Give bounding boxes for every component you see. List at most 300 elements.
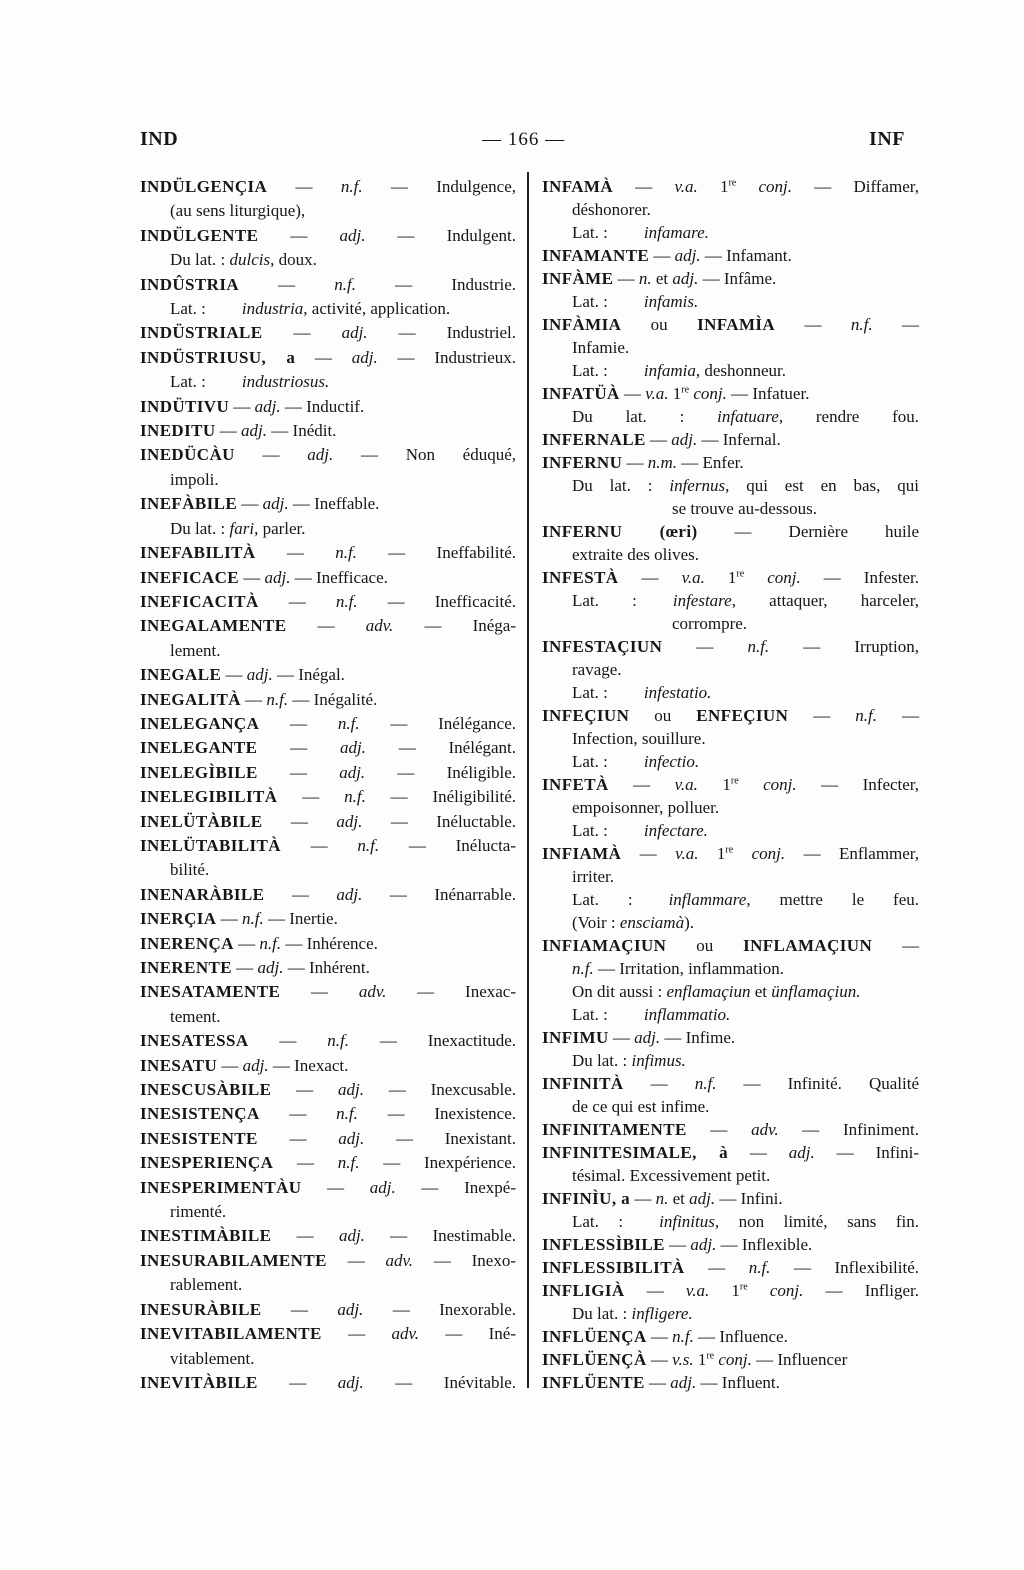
headword: INFINITESIMALE, à <box>542 1143 728 1162</box>
dictionary-entry <box>542 1118 919 1141</box>
entry-line <box>140 761 516 785</box>
entry-line <box>140 321 516 345</box>
text-segment: — <box>357 591 435 611</box>
headword: INFLÜENÇA <box>542 1327 647 1346</box>
headword: INEGALAMENTE <box>140 616 287 636</box>
text-segment: Inhérent. <box>309 958 370 977</box>
entry-line <box>542 405 919 428</box>
text-segment: adj. <box>341 323 368 343</box>
text-segment: bilité. <box>170 860 210 880</box>
text-segment: Influent. <box>721 1373 780 1392</box>
entry-line <box>542 1279 919 1302</box>
text-segment: — <box>716 1235 742 1254</box>
text-segment: Inéga- <box>472 616 516 636</box>
entry-line <box>140 688 516 712</box>
text-segment: — <box>618 568 682 587</box>
text-segment: Infime. <box>685 1028 736 1047</box>
headword: INDÜSTRIUSU, a <box>140 347 296 367</box>
entry-line <box>140 1151 516 1175</box>
headword: INFIAMAÇIUN <box>542 936 667 955</box>
text-segment: lement. <box>170 640 221 660</box>
text-segment: adv. <box>385 1250 413 1270</box>
text-segment: — <box>283 958 309 977</box>
text-segment: Inexpérience. <box>423 1153 517 1173</box>
text-segment: — <box>357 1104 435 1124</box>
entry-line <box>542 1233 919 1256</box>
entry-line <box>542 359 919 382</box>
text-segment: adj. <box>257 958 284 977</box>
text-segment: Inéligible. <box>446 762 517 782</box>
text-segment: n.f. <box>340 177 363 196</box>
text-segment: Infini. <box>740 1189 783 1208</box>
headword: INERENTE <box>140 958 233 977</box>
headword: INEDÜCÀU <box>140 445 235 465</box>
headword: INFAMANTE <box>542 246 650 265</box>
text-segment: Infliger. <box>864 1281 919 1300</box>
text-segment: adj. <box>670 1373 697 1392</box>
dictionary-entry <box>140 712 516 736</box>
headword: INFINÌU, a <box>542 1189 631 1208</box>
text-segment: — <box>700 246 727 265</box>
text-segment: Du lat. : <box>572 1051 632 1070</box>
entry-line <box>140 663 516 687</box>
entry-line <box>542 1095 919 1118</box>
text-segment: n.f. <box>241 909 264 929</box>
text-segment <box>733 844 751 863</box>
dictionary-entry <box>140 761 516 785</box>
text-segment: — <box>664 1235 691 1254</box>
text-segment: — <box>778 1120 843 1139</box>
text-segment: — <box>613 269 639 288</box>
text-segment: adj. <box>689 1189 716 1208</box>
text-segment: adj. <box>672 269 699 288</box>
text-segment: — <box>272 665 299 685</box>
text-segment: — <box>649 246 675 265</box>
text-segment: — <box>395 1177 465 1197</box>
entry-line <box>140 1176 516 1200</box>
entry-line <box>542 957 919 980</box>
entry-line <box>542 382 919 405</box>
text-segment: Inestimable. <box>432 1226 517 1246</box>
dictionary-entry <box>140 1151 516 1175</box>
text-segment: — <box>693 1327 720 1346</box>
text-segment: conj. <box>767 568 801 587</box>
text-segment: adj. <box>351 347 378 367</box>
text-segment: Inélucta- <box>455 835 517 855</box>
text-segment: adj. <box>690 1235 717 1254</box>
text-segment <box>748 1281 770 1300</box>
text-segment: Inexistant. <box>444 1128 517 1148</box>
dictionary-entry <box>140 1102 516 1126</box>
entry-line <box>140 1224 516 1248</box>
dictionary-entry <box>140 932 516 956</box>
dictionary-entry <box>542 635 919 704</box>
headword: INFESTAÇIUN <box>542 637 663 656</box>
text-segment: — <box>321 1324 392 1344</box>
text-segment: adj. <box>369 1177 396 1197</box>
text-segment: 1 <box>668 384 682 403</box>
headword: INFLAMAÇIUN <box>743 936 873 955</box>
text-segment: Indulgent. <box>446 225 517 245</box>
text-segment: n.f. <box>259 933 282 953</box>
text-segment: — <box>716 1074 788 1093</box>
headword: INFLESSÌBILE <box>542 1235 665 1254</box>
entry-line <box>140 1102 516 1126</box>
text-segment: adv. <box>358 982 387 1002</box>
text-segment: — <box>418 1324 489 1344</box>
entry-line <box>542 589 919 612</box>
text-segment: Dernière huile <box>788 522 920 541</box>
text-segment: — <box>698 269 724 288</box>
entry-line <box>140 932 516 956</box>
text-segment: corrompre. <box>672 614 748 633</box>
entry-line <box>542 267 919 290</box>
headword: INESISTENTE <box>140 1128 258 1148</box>
text-segment: Lat. : <box>572 223 608 242</box>
headword: INFETÀ <box>542 775 609 794</box>
text-segment: adj. <box>338 1080 364 1100</box>
text-segment: re <box>725 844 734 856</box>
dictionary-entry <box>542 704 919 773</box>
text-segment: , mettre le feu. <box>746 890 919 909</box>
text-segment: — <box>356 274 452 294</box>
text-segment: — <box>259 1104 337 1124</box>
headword: INELEGIBILITÀ <box>140 787 278 807</box>
text-segment <box>739 775 763 794</box>
text-segment: adj. <box>634 1028 661 1047</box>
dictionary-entry <box>542 520 919 566</box>
dictionary-entry <box>542 451 919 520</box>
dictionary-entry <box>140 1054 516 1078</box>
text-segment: impoli. <box>170 469 219 489</box>
text-segment: — <box>621 844 676 863</box>
entry-line <box>140 907 516 931</box>
headword: INDÜLGENTE <box>140 225 259 245</box>
dictionary-entry <box>140 907 516 931</box>
entry-line <box>140 297 516 321</box>
entry-line <box>140 370 516 394</box>
text-segment: — <box>362 884 435 904</box>
text-segment: — <box>775 315 851 334</box>
text-segment: n. <box>638 269 652 288</box>
text-segment: Inhérence. <box>306 933 378 953</box>
entry-line <box>542 612 919 635</box>
text-segment: n.f. <box>337 713 360 733</box>
text-segment: (au sens liturgique), <box>170 201 306 221</box>
text-segment: adv. <box>751 1120 779 1139</box>
entry-line <box>542 1118 919 1141</box>
text-segment: — <box>686 1120 752 1139</box>
text-segment: — <box>268 1055 295 1075</box>
text-segment: n.f. <box>337 1153 360 1173</box>
text-segment: ou <box>621 315 698 334</box>
text-segment: Infecter, <box>862 775 920 794</box>
headword: INEFÀBILE <box>140 494 238 514</box>
headword: INEVITÀBILE <box>140 1372 258 1392</box>
text-segment: adv. <box>365 616 394 636</box>
text-segment: — <box>257 738 340 758</box>
entry-line <box>140 541 516 565</box>
dictionary-entry <box>542 1072 919 1118</box>
text-segment: infimus. <box>631 1051 686 1070</box>
text-segment: ravage. <box>572 660 622 679</box>
dictionary-entry <box>140 590 516 614</box>
headword: INESATAMENTE <box>140 982 281 1002</box>
text-segment: — <box>271 1080 338 1100</box>
text-segment: — <box>264 884 337 904</box>
headword: INFIMU <box>542 1028 609 1047</box>
text-segment: re <box>706 1350 715 1362</box>
text-segment: — <box>363 1372 444 1392</box>
text-segment: inflammare <box>668 890 747 909</box>
entry-line <box>542 336 919 359</box>
entry-line <box>542 1187 919 1210</box>
text-segment: — <box>726 384 753 403</box>
text-segment: — <box>364 1226 433 1246</box>
text-segment: rablement. <box>170 1275 243 1295</box>
entry-line <box>140 1298 516 1322</box>
text-segment: — <box>232 958 258 977</box>
text-segment: — <box>234 445 308 465</box>
headword: INDÜLGENÇIA <box>140 177 268 196</box>
text-segment: — <box>623 1074 695 1093</box>
text-segment: ou <box>629 706 697 725</box>
text-segment: — <box>359 1153 424 1173</box>
page-number: — 166 — <box>482 129 566 150</box>
text-segment: Inefficace. <box>316 567 388 587</box>
entry-line <box>542 819 919 842</box>
dictionary-entry <box>140 663 516 687</box>
text-segment: — <box>239 274 335 294</box>
text-segment: — <box>364 1128 445 1148</box>
dictionary-entry <box>542 175 919 244</box>
text-segment: rimenté. <box>170 1202 227 1222</box>
entry-line <box>542 244 919 267</box>
text-segment: Inertie. <box>289 909 338 929</box>
text-segment: enflamaçiun <box>666 982 751 1001</box>
text-segment: — <box>365 225 447 245</box>
text-segment: On dit aussi : <box>572 982 667 1001</box>
text-segment: Non éduqué, <box>405 445 517 465</box>
text-segment: — <box>365 787 433 807</box>
text-segment: de ce qui est infime. <box>572 1097 710 1116</box>
dictionary-entry <box>542 1256 919 1279</box>
headword: INFERNU (œri) <box>542 522 698 541</box>
text-segment: — <box>239 567 265 587</box>
text-segment: adj. <box>336 811 363 831</box>
text-segment: n.f. <box>336 1104 358 1124</box>
dictionary-entry <box>140 395 516 419</box>
entry-line <box>542 175 919 198</box>
text-segment: — <box>751 1350 778 1369</box>
entry-line <box>542 1256 919 1279</box>
column-divider <box>527 172 529 1388</box>
text-segment: ou <box>666 936 744 955</box>
headword: INELEGANÇA <box>140 713 260 733</box>
entry-line <box>140 1005 516 1029</box>
text-segment: 1 <box>697 775 731 794</box>
text-segment: Lat. : <box>572 683 608 702</box>
text-segment: n.f. <box>327 1031 350 1051</box>
entry-line <box>542 290 919 313</box>
text-segment: — <box>696 1373 722 1392</box>
entry-line <box>140 566 516 590</box>
text-segment: — <box>622 453 648 472</box>
dictionary-entry <box>140 1127 516 1151</box>
text-segment: — <box>645 430 672 449</box>
headword: INFEÇIUN <box>542 706 630 725</box>
text-segment: n.f. <box>335 591 358 611</box>
text-segment: conj. <box>758 177 792 196</box>
text-segment: — <box>229 396 255 416</box>
text-segment: — <box>727 1143 789 1162</box>
entry-line <box>140 858 516 882</box>
dictionary-entry <box>542 934 919 1026</box>
entry-line <box>542 1164 919 1187</box>
dictionary-entry <box>140 1371 516 1395</box>
text-segment: conj. <box>718 1350 752 1369</box>
text-segment: Diffamer, <box>853 177 919 196</box>
dictionary-entry <box>542 244 919 267</box>
entry-line <box>140 468 516 492</box>
text-segment: — <box>262 323 342 343</box>
text-segment: Inexactitude. <box>427 1031 517 1051</box>
text-segment: — <box>258 591 336 611</box>
entry-line <box>542 911 919 934</box>
text-segment: Inexorable. <box>439 1299 517 1319</box>
headword: INELEGÌBILE <box>140 762 258 782</box>
text-segment: adj. <box>339 225 366 245</box>
text-segment: — <box>803 1281 865 1300</box>
text-segment: — <box>367 323 447 343</box>
text-segment: , doux. <box>270 250 317 270</box>
text-segment: v.a. <box>685 1281 710 1300</box>
text-segment: Inéluctable. <box>436 811 516 831</box>
text-segment: infamis. <box>643 292 699 311</box>
text-segment: Lat. : <box>572 1212 624 1231</box>
text-segment: adj. <box>339 738 366 758</box>
entry-line <box>140 1249 516 1273</box>
headword: INFERNALE <box>542 430 646 449</box>
text-segment: v.a. <box>675 844 699 863</box>
entry-line <box>140 1322 516 1346</box>
headword: INDÛSTRIA <box>140 274 240 294</box>
text-segment: , attaquer, harceler, <box>731 591 919 610</box>
entry-line <box>140 224 516 248</box>
entry-line <box>542 888 919 911</box>
text-segment: adj. <box>241 421 268 441</box>
entry-line <box>542 221 919 244</box>
text-segment: Infatuer. <box>752 384 810 403</box>
text-segment: Indulgence, <box>436 177 516 196</box>
text-segment: re <box>728 177 737 189</box>
text-segment <box>736 177 758 196</box>
text-segment: Infinité. Qualité <box>787 1074 920 1093</box>
text-segment: — <box>356 543 437 563</box>
headword: INEDITU <box>140 421 216 441</box>
dictionary-entry <box>542 1371 919 1394</box>
text-segment: — <box>221 665 247 685</box>
text-segment: Infini- <box>875 1143 919 1162</box>
dictionary-entry <box>542 1187 919 1233</box>
entry-line <box>542 865 919 888</box>
text-segment: Irruption, <box>854 637 920 656</box>
text-segment: — <box>593 959 620 978</box>
text-segment: — <box>261 1299 338 1319</box>
dictionary-entry <box>140 614 516 663</box>
text-segment: Inexistence. <box>434 1104 516 1124</box>
text-segment: n.f. <box>357 835 380 855</box>
text-segment: Du lat. : <box>572 476 670 495</box>
text-segment: vitablement. <box>170 1348 255 1368</box>
text-segment: re <box>681 384 690 396</box>
text-segment: infestatio. <box>643 683 712 702</box>
text-segment: Influencer <box>777 1350 848 1369</box>
text-segment: adj. <box>264 567 291 587</box>
headword: INESCUSÀBILE <box>140 1080 272 1100</box>
text-segment: Inductif. <box>306 396 365 416</box>
entry-line <box>140 956 516 980</box>
text-segment: n.f. <box>748 1258 771 1277</box>
text-segment: Iné- <box>488 1324 516 1344</box>
text-segment: industria <box>241 299 304 319</box>
text-segment: Inédit. <box>292 421 337 441</box>
text-segment: — <box>684 1258 749 1277</box>
text-segment: — <box>814 1143 876 1162</box>
headword: INESTIMÀBILE <box>140 1226 272 1246</box>
text-segment: — <box>359 713 439 733</box>
entry-line <box>542 1003 919 1026</box>
text-segment: n.f. <box>344 787 366 807</box>
headword: INFERNU <box>542 453 623 472</box>
dictionary-entry <box>140 321 516 345</box>
text-segment: — <box>769 637 855 656</box>
entry-line <box>140 736 516 760</box>
text-segment: — <box>363 1080 431 1100</box>
text-segment: — <box>715 1189 741 1208</box>
text-segment: Inefficacité. <box>434 591 517 611</box>
entry-line <box>542 658 919 681</box>
entry-line <box>542 750 919 773</box>
text-segment: (Voir : <box>572 913 620 932</box>
headword: INFAMÀ <box>542 177 614 196</box>
text-segment: — <box>259 713 338 733</box>
entry-line <box>542 313 919 336</box>
text-segment: Infiniment. <box>842 1120 919 1139</box>
dictionary-entry <box>542 773 919 842</box>
entry-line <box>140 785 516 809</box>
text-segment: — <box>608 1028 635 1047</box>
entry-line <box>542 1072 919 1095</box>
text-segment: conj. <box>769 1281 804 1300</box>
text-segment: infestare <box>672 591 732 610</box>
text-segment: adj. <box>674 246 701 265</box>
text-segment: re <box>730 775 739 787</box>
headword: INEGALE <box>140 665 222 685</box>
text-segment: conj. <box>693 384 727 403</box>
text-segment: Infernal. <box>722 430 781 449</box>
text-segment: Inénarrable. <box>434 884 516 904</box>
text-segment: — <box>290 567 316 587</box>
text-segment: — <box>872 936 920 955</box>
entry-line <box>140 492 516 516</box>
text-segment: — <box>770 1258 835 1277</box>
dictionary-entry <box>140 1322 516 1371</box>
headword: INFINITÀ <box>542 1074 624 1093</box>
text-segment: v.s. <box>672 1350 694 1369</box>
entry-line <box>140 273 516 297</box>
entry-line <box>140 175 516 199</box>
